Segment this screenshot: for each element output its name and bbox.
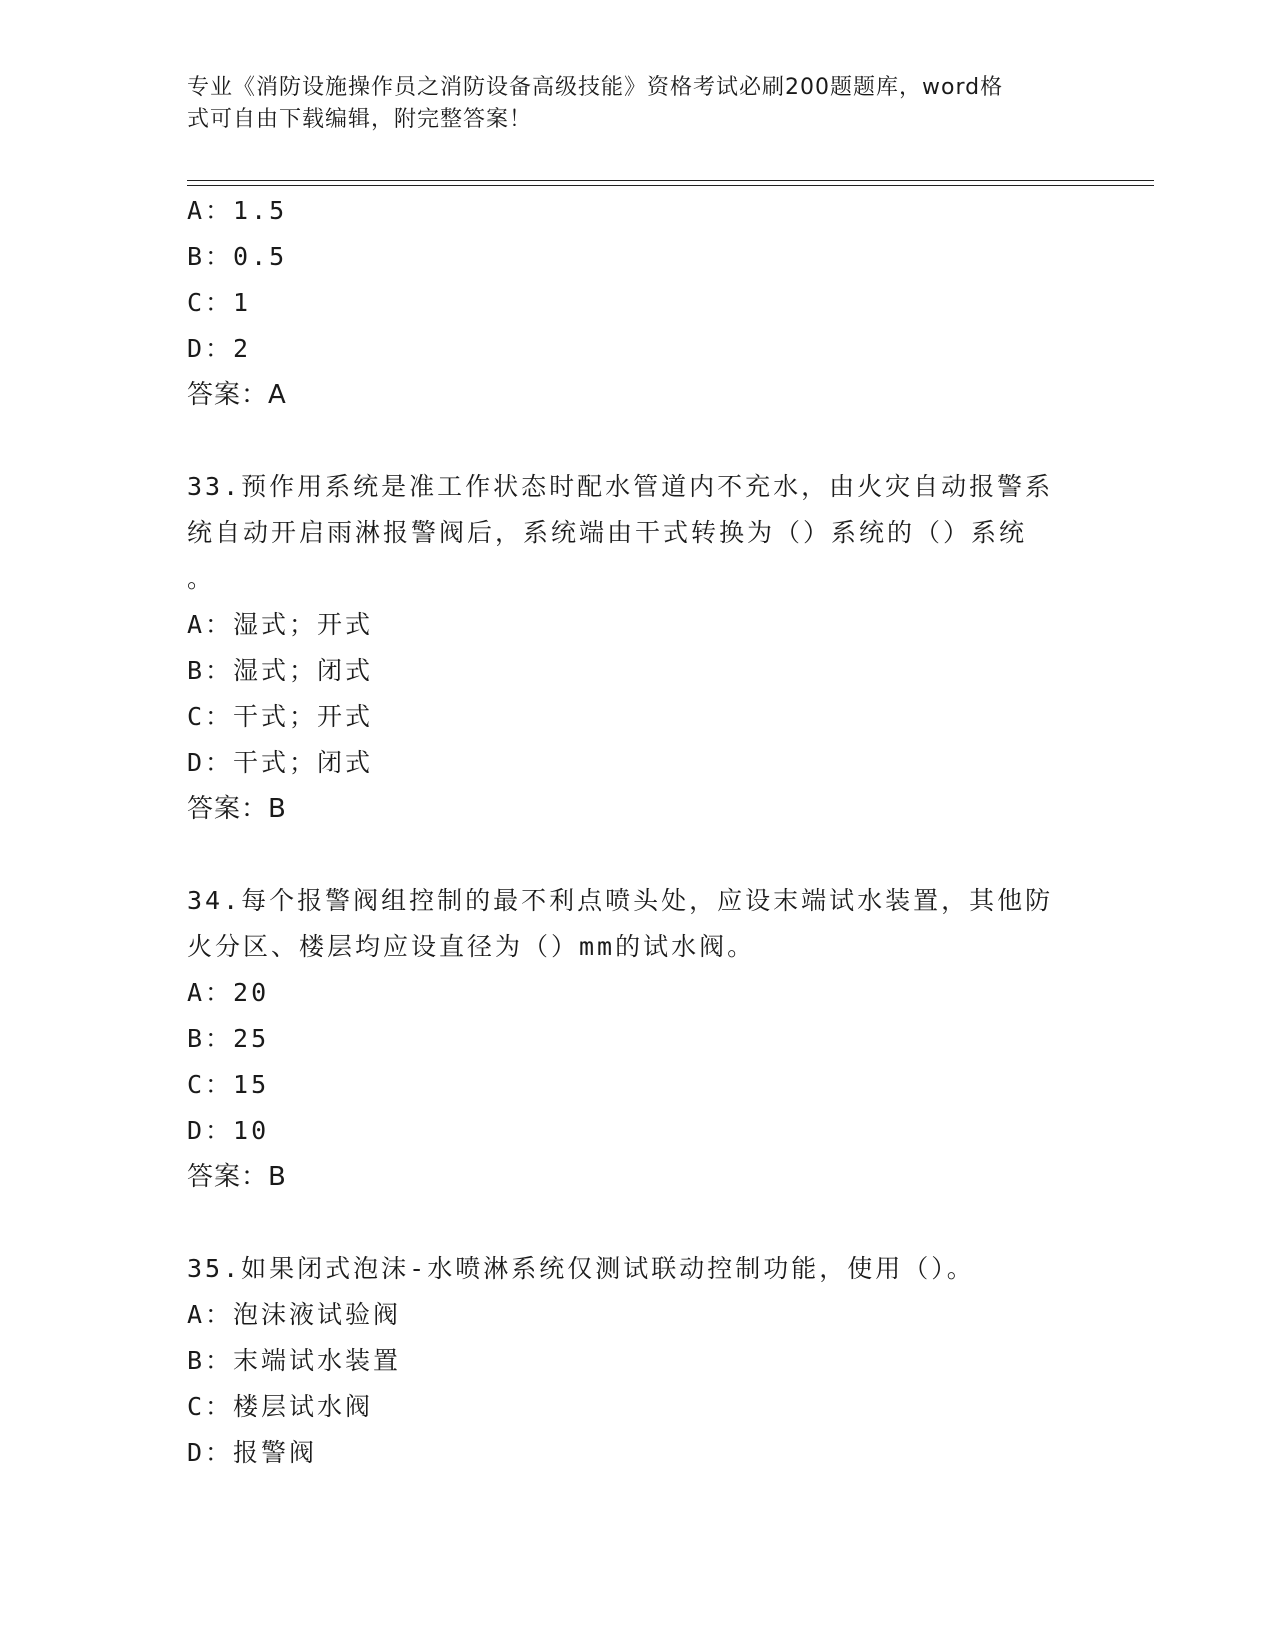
option-c: C：干式；开式 (187, 702, 374, 731)
document-header (187, 72, 1067, 136)
option-d: D：干式；闭式 (187, 748, 374, 777)
answer-line: 答案：A (187, 380, 287, 410)
question-stem-line: 。 (187, 564, 216, 593)
option-a: A：1.5 (187, 196, 288, 225)
header-rule-bottom (187, 185, 1154, 186)
question-list (187, 188, 1067, 1476)
option-c: C：楼层试水阀 (187, 1392, 374, 1421)
question-stem-line: 33.预作用系统是准工作状态时配水管道内不充水，由火灾自动报警系 (187, 472, 1054, 501)
option-b: B：25 (187, 1024, 270, 1053)
option-d: D：2 (187, 334, 252, 363)
answer-line: 答案：B (187, 1162, 287, 1192)
question-stem-line: 34.每个报警阀组控制的最不利点喷头处，应设末端试水装置，其他防 (187, 886, 1054, 915)
spacer (187, 418, 1067, 464)
question-32 (187, 188, 1067, 418)
question-stem-line: 35.如果闭式泡沫-水喷淋系统仅测试联动控制功能，使用（）。 (187, 1254, 975, 1283)
header-rule-top (187, 180, 1154, 181)
question-35 (187, 1246, 1067, 1476)
spacer (187, 832, 1067, 878)
option-d: D：10 (187, 1116, 270, 1145)
header-line-1: 专业《消防设施操作员之消防设备高级技能》资格考试必刷200题题库，word格 (187, 75, 1004, 100)
spacer (187, 1200, 1067, 1246)
question-stem-line: 统自动开启雨淋报警阀后，系统端由干式转换为（）系统的（）系统 (187, 518, 1028, 547)
option-c: C：1 (187, 288, 252, 317)
option-a: A：20 (187, 978, 270, 1007)
question-33 (187, 464, 1067, 832)
question-34 (187, 878, 1067, 1200)
option-b: B：湿式；闭式 (187, 656, 374, 685)
question-stem-line: 火分区、楼层均应设直径为（）mm的试水阀。 (187, 932, 756, 961)
header-line-2: 式可自由下载编辑，附完整答案！ (187, 107, 533, 132)
option-d: D：报警阀 (187, 1438, 318, 1467)
option-a: A：泡沫液试验阀 (187, 1300, 402, 1329)
option-b: B：末端试水装置 (187, 1346, 402, 1375)
option-c: C：15 (187, 1070, 270, 1099)
option-a: A：湿式；开式 (187, 610, 374, 639)
option-b: B：0.5 (187, 242, 288, 271)
answer-line: 答案：B (187, 794, 287, 824)
